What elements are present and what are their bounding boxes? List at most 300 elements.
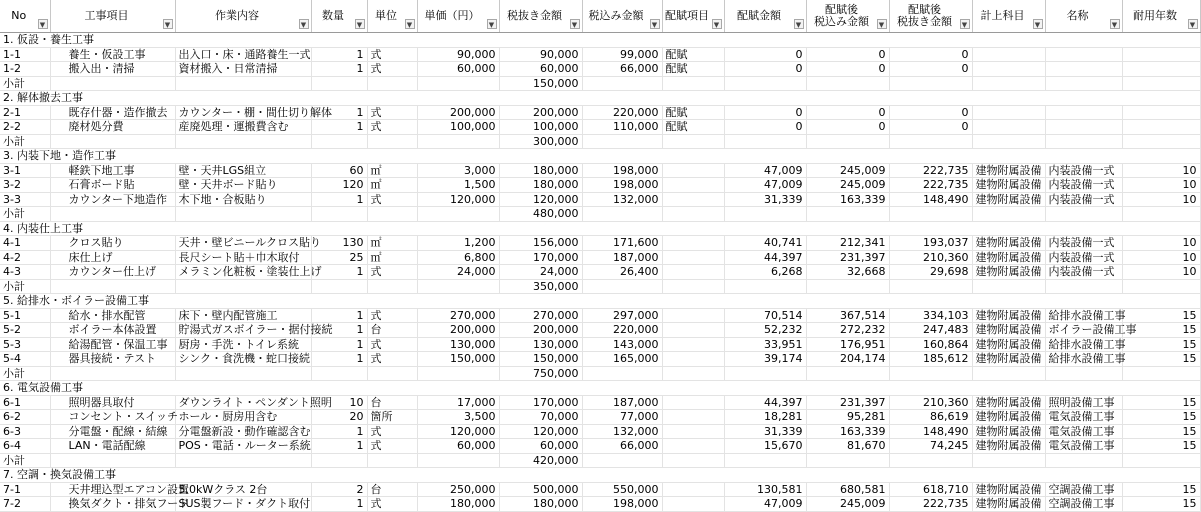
table-cell[interactable]: 180,000 (499, 178, 582, 193)
table-cell[interactable]: 建物附属設備 (972, 395, 1045, 410)
table-cell[interactable]: 680,581 (806, 482, 889, 497)
table-cell[interactable]: 100,000 (499, 120, 582, 135)
table-cell[interactable] (311, 453, 367, 468)
table-cell[interactable]: ㎡ (367, 178, 417, 193)
table-cell[interactable]: 2-2 (0, 120, 50, 135)
table-cell[interactable]: 198,000 (582, 497, 662, 512)
table-cell[interactable]: 1 (311, 439, 367, 454)
table-cell[interactable] (50, 207, 175, 222)
table-cell[interactable]: 台 (367, 323, 417, 338)
table-cell[interactable]: 170,000 (499, 395, 582, 410)
table-cell[interactable]: 210,360 (889, 395, 972, 410)
table-cell[interactable]: 内装設備一式 (1045, 192, 1122, 207)
table-cell[interactable]: 193,037 (889, 236, 972, 251)
column-header[interactable] (0, 0, 50, 33)
table-cell[interactable] (806, 76, 889, 91)
table-cell[interactable]: 3,000 (417, 163, 499, 178)
table-cell[interactable]: 204,174 (806, 352, 889, 367)
table-cell[interactable]: 1 (311, 497, 367, 512)
table-cell[interactable]: 4-3 (0, 265, 50, 280)
table-cell[interactable]: 31,339 (724, 192, 806, 207)
table-cell[interactable]: 式 (367, 439, 417, 454)
table-cell[interactable]: 120,000 (499, 192, 582, 207)
table-cell[interactable]: 367,514 (806, 308, 889, 323)
table-cell[interactable]: 66,000 (582, 62, 662, 77)
table-cell[interactable]: 3,500 (417, 410, 499, 425)
column-header[interactable] (175, 0, 311, 33)
table-cell[interactable] (662, 134, 724, 149)
table-cell[interactable]: 25 (311, 250, 367, 265)
table-cell[interactable] (1045, 453, 1122, 468)
table-cell[interactable] (582, 134, 662, 149)
table-cell[interactable]: クロス貼り (50, 236, 175, 251)
table-cell[interactable]: 148,490 (889, 192, 972, 207)
table-cell[interactable]: 132,000 (582, 192, 662, 207)
column-header[interactable] (972, 0, 1045, 33)
table-cell[interactable]: 200,000 (499, 105, 582, 120)
table-cell[interactable]: 220,000 (582, 323, 662, 338)
filter-dropdown-icon[interactable]: ▼ (1188, 19, 1198, 29)
table-cell[interactable]: 47,009 (724, 163, 806, 178)
table-cell[interactable] (311, 279, 367, 294)
table-cell[interactable]: 式 (367, 47, 417, 62)
table-cell[interactable]: 6-1 (0, 395, 50, 410)
table-cell[interactable]: 養生・仮設工事 (50, 47, 175, 62)
table-cell[interactable]: 231,397 (806, 250, 889, 265)
table-cell[interactable]: 給水・排水配管 (50, 308, 175, 323)
table-cell[interactable]: 1 (311, 265, 367, 280)
table-cell[interactable]: 内装設備一式 (1045, 265, 1122, 280)
table-cell[interactable]: 272,232 (806, 323, 889, 338)
table-cell[interactable]: 90,000 (417, 47, 499, 62)
table-cell[interactable] (806, 279, 889, 294)
column-header[interactable] (417, 0, 499, 33)
table-cell[interactable]: 2 (311, 482, 367, 497)
table-cell[interactable]: 6,268 (724, 265, 806, 280)
table-cell[interactable]: 120,000 (417, 192, 499, 207)
table-cell[interactable] (1122, 207, 1200, 222)
table-cell[interactable]: 壁・天井ボード貼り (175, 178, 311, 193)
table-cell[interactable] (662, 178, 724, 193)
filter-dropdown-icon[interactable]: ▼ (712, 19, 722, 29)
table-cell[interactable]: 44,397 (724, 250, 806, 265)
table-cell[interactable]: ㎡ (367, 236, 417, 251)
table-cell[interactable]: 550,000 (582, 482, 662, 497)
table-cell[interactable]: 0 (724, 62, 806, 77)
table-cell[interactable] (1045, 120, 1122, 135)
table-cell[interactable]: 台 (367, 395, 417, 410)
table-cell[interactable]: 搬入出・清掃 (50, 62, 175, 77)
table-cell[interactable]: 70,000 (499, 410, 582, 425)
table-cell[interactable]: 1,500 (417, 178, 499, 193)
table-cell[interactable]: 建物附属設備 (972, 323, 1045, 338)
table-cell[interactable]: 1 (311, 62, 367, 77)
table-cell[interactable]: 60,000 (499, 439, 582, 454)
table-cell[interactable]: 198,000 (582, 163, 662, 178)
table-cell[interactable] (175, 134, 311, 149)
table-cell[interactable] (972, 105, 1045, 120)
table-cell[interactable] (1122, 62, 1200, 77)
table-cell[interactable]: 47,009 (724, 178, 806, 193)
table-cell[interactable]: カウンター・棚・間仕切り解体 (175, 105, 311, 120)
table-cell[interactable]: 15 (1122, 497, 1200, 512)
table-cell[interactable]: 143,000 (582, 337, 662, 352)
table-cell[interactable]: 165,000 (582, 352, 662, 367)
table-cell[interactable]: メラミン化粧板・塗装仕上げ (175, 265, 311, 280)
table-cell[interactable]: 33,951 (724, 337, 806, 352)
table-cell[interactable] (724, 279, 806, 294)
table-cell[interactable]: 15 (1122, 482, 1200, 497)
table-cell[interactable]: 4-2 (0, 250, 50, 265)
table-cell[interactable]: 軽鉄下地工事 (50, 163, 175, 178)
table-cell[interactable]: 7-2 (0, 497, 50, 512)
table-cell[interactable]: 1 (311, 308, 367, 323)
table-cell[interactable] (311, 134, 367, 149)
table-cell[interactable]: 1 (311, 424, 367, 439)
table-cell[interactable]: 0 (889, 120, 972, 135)
table-cell[interactable]: 212,341 (806, 236, 889, 251)
table-cell[interactable]: 内装設備一式 (1045, 163, 1122, 178)
table-cell[interactable] (889, 76, 972, 91)
table-cell[interactable]: 式 (367, 424, 417, 439)
table-cell[interactable] (367, 366, 417, 381)
table-cell[interactable]: 185,612 (889, 352, 972, 367)
table-cell[interactable]: 270,000 (417, 308, 499, 323)
table-cell[interactable]: 10 (1122, 178, 1200, 193)
table-cell[interactable]: 0 (806, 62, 889, 77)
section-title[interactable]: 7. 空調・換気設備工事 (0, 468, 1200, 483)
table-cell[interactable] (582, 207, 662, 222)
table-cell[interactable] (1045, 105, 1122, 120)
table-cell[interactable]: 出入口・床・通路養生一式 (175, 47, 311, 62)
table-cell[interactable]: 130,000 (499, 337, 582, 352)
table-cell[interactable]: 換気ダクト・排気フード (50, 497, 175, 512)
table-cell[interactable]: 297,000 (582, 308, 662, 323)
table-cell[interactable]: 6-3 (0, 424, 50, 439)
table-cell[interactable]: 0 (724, 120, 806, 135)
column-header[interactable] (50, 0, 175, 33)
table-cell[interactable]: 99,000 (582, 47, 662, 62)
table-cell[interactable]: 建物附属設備 (972, 178, 1045, 193)
table-cell[interactable]: 0 (889, 105, 972, 120)
table-cell[interactable] (175, 366, 311, 381)
table-cell[interactable]: 分電盤・配線・結線 (50, 424, 175, 439)
table-cell[interactable] (367, 207, 417, 222)
table-cell[interactable] (662, 424, 724, 439)
table-cell[interactable]: 500,000 (499, 482, 582, 497)
table-cell[interactable]: 式 (367, 352, 417, 367)
table-cell[interactable] (175, 453, 311, 468)
section-title[interactable]: 3. 内装下地・造作工事 (0, 149, 1200, 164)
table-cell[interactable]: 270,000 (499, 308, 582, 323)
table-cell[interactable]: 176,951 (806, 337, 889, 352)
table-cell[interactable]: 建物附属設備 (972, 337, 1045, 352)
table-cell[interactable]: 厨房・手洗・トイレ系統 (175, 337, 311, 352)
table-cell[interactable]: 床下・壁内配管施工 (175, 308, 311, 323)
table-cell[interactable]: 0 (806, 47, 889, 62)
table-cell[interactable] (1122, 105, 1200, 120)
table-cell[interactable]: 式 (367, 337, 417, 352)
table-cell[interactable]: 163,339 (806, 424, 889, 439)
table-cell[interactable]: 3-2 (0, 178, 50, 193)
table-cell[interactable] (724, 76, 806, 91)
section-title[interactable]: 2. 解体撤去工事 (0, 91, 1200, 106)
table-cell[interactable]: 0 (806, 105, 889, 120)
table-cell[interactable]: コンセント・スイッチ (50, 410, 175, 425)
section-title[interactable]: 4. 内装仕上工事 (0, 221, 1200, 236)
table-cell[interactable]: 90,000 (499, 47, 582, 62)
table-cell[interactable]: 式 (367, 308, 417, 323)
table-cell[interactable]: 70,514 (724, 308, 806, 323)
table-cell[interactable]: 29,698 (889, 265, 972, 280)
subtotal-value[interactable]: 420,000 (499, 453, 582, 468)
section-title[interactable]: 5. 給排水・ボイラー設備工事 (0, 294, 1200, 309)
table-cell[interactable]: 給排水設備工事 (1045, 352, 1122, 367)
table-cell[interactable]: 内装設備一式 (1045, 236, 1122, 251)
table-cell[interactable]: 1,200 (417, 236, 499, 251)
table-cell[interactable]: 0 (889, 62, 972, 77)
table-cell[interactable] (972, 207, 1045, 222)
table-cell[interactable] (662, 337, 724, 352)
filter-dropdown-icon[interactable]: ▼ (650, 19, 660, 29)
table-cell[interactable] (724, 366, 806, 381)
table-cell[interactable]: 132,000 (582, 424, 662, 439)
table-cell[interactable] (662, 236, 724, 251)
table-cell[interactable] (806, 366, 889, 381)
table-cell[interactable] (582, 76, 662, 91)
table-cell[interactable]: 0 (724, 105, 806, 120)
table-cell[interactable]: 231,397 (806, 395, 889, 410)
table-cell[interactable]: 1 (311, 47, 367, 62)
table-cell[interactable]: 200,000 (417, 105, 499, 120)
table-cell[interactable]: ボイラー本体設置 (50, 323, 175, 338)
table-cell[interactable]: 式 (367, 105, 417, 120)
table-cell[interactable] (1122, 47, 1200, 62)
table-cell[interactable]: 15 (1122, 395, 1200, 410)
table-cell[interactable]: 1 (311, 323, 367, 338)
table-cell[interactable]: 15,670 (724, 439, 806, 454)
table-cell[interactable] (417, 366, 499, 381)
table-cell[interactable]: 5-1 (0, 308, 50, 323)
table-cell[interactable] (662, 453, 724, 468)
table-cell[interactable]: 86,619 (889, 410, 972, 425)
table-cell[interactable] (806, 453, 889, 468)
table-cell[interactable]: 187,000 (582, 395, 662, 410)
table-cell[interactable]: 配賦 (662, 105, 724, 120)
table-cell[interactable]: ダウンライト・ペンダント照明 (175, 395, 311, 410)
subtotal-value[interactable]: 150,000 (499, 76, 582, 91)
table-cell[interactable]: 10 (311, 395, 367, 410)
subtotal-label[interactable]: 小計 (0, 134, 50, 149)
column-header[interactable] (889, 0, 972, 33)
table-cell[interactable]: 171,600 (582, 236, 662, 251)
table-cell[interactable]: 95,281 (806, 410, 889, 425)
table-cell[interactable]: 式 (367, 62, 417, 77)
table-cell[interactable]: 15 (1122, 424, 1200, 439)
table-cell[interactable]: 壁・天井LGS組立 (175, 163, 311, 178)
table-cell[interactable] (417, 453, 499, 468)
table-cell[interactable]: 天井埋込型エアコン設置 (50, 482, 175, 497)
table-cell[interactable]: 74,245 (889, 439, 972, 454)
filter-dropdown-icon[interactable]: ▼ (405, 19, 415, 29)
table-cell[interactable]: 建物附属設備 (972, 250, 1045, 265)
table-cell[interactable]: 式 (367, 120, 417, 135)
table-cell[interactable]: 建物附属設備 (972, 410, 1045, 425)
table-cell[interactable]: 32,668 (806, 265, 889, 280)
table-cell[interactable]: 180,000 (499, 497, 582, 512)
table-cell[interactable]: 照明設備工事 (1045, 395, 1122, 410)
table-cell[interactable] (1045, 47, 1122, 62)
table-cell[interactable]: 給排水設備工事 (1045, 337, 1122, 352)
table-cell[interactable]: 222,735 (889, 497, 972, 512)
filter-dropdown-icon[interactable]: ▼ (570, 19, 580, 29)
table-cell[interactable]: 5-3 (0, 337, 50, 352)
table-cell[interactable] (1122, 76, 1200, 91)
table-cell[interactable]: ㎡ (367, 163, 417, 178)
table-cell[interactable]: カウンター下地造作 (50, 192, 175, 207)
table-cell[interactable] (724, 207, 806, 222)
table-cell[interactable]: 247,483 (889, 323, 972, 338)
table-cell[interactable]: 200,000 (417, 323, 499, 338)
table-cell[interactable]: 81,670 (806, 439, 889, 454)
table-cell[interactable] (367, 76, 417, 91)
table-cell[interactable] (806, 134, 889, 149)
table-cell[interactable]: 配賦 (662, 120, 724, 135)
table-cell[interactable]: 1 (311, 352, 367, 367)
table-cell[interactable]: 4-1 (0, 236, 50, 251)
table-cell[interactable] (662, 76, 724, 91)
table-cell[interactable]: 天井・壁ビニールクロス貼り (175, 236, 311, 251)
table-cell[interactable]: 1-1 (0, 47, 50, 62)
table-cell[interactable]: 3-3 (0, 192, 50, 207)
table-cell[interactable]: 貯湯式ガスボイラー・据付接続 (175, 323, 311, 338)
table-cell[interactable] (662, 323, 724, 338)
table-cell[interactable]: 建物附属設備 (972, 308, 1045, 323)
table-cell[interactable] (662, 366, 724, 381)
subtotal-label[interactable]: 小計 (0, 76, 50, 91)
table-cell[interactable]: 77,000 (582, 410, 662, 425)
table-cell[interactable]: 130 (311, 236, 367, 251)
table-cell[interactable] (662, 308, 724, 323)
table-cell[interactable]: 式 (367, 265, 417, 280)
table-cell[interactable] (311, 76, 367, 91)
table-cell[interactable]: 100,000 (417, 120, 499, 135)
table-cell[interactable]: 150,000 (417, 352, 499, 367)
table-cell[interactable]: 建物附属設備 (972, 236, 1045, 251)
table-cell[interactable]: 148,490 (889, 424, 972, 439)
column-header[interactable] (1122, 0, 1200, 33)
table-cell[interactable]: 7-1 (0, 482, 50, 497)
column-header[interactable] (499, 0, 582, 33)
table-cell[interactable] (1045, 62, 1122, 77)
table-cell[interactable]: 1 (311, 192, 367, 207)
table-cell[interactable]: 建物附属設備 (972, 265, 1045, 280)
table-cell[interactable]: SUS製フード・ダクト取付 (175, 497, 311, 512)
table-cell[interactable]: 120,000 (499, 424, 582, 439)
filter-dropdown-icon[interactable]: ▼ (794, 19, 804, 29)
filter-dropdown-icon[interactable]: ▼ (877, 19, 887, 29)
table-cell[interactable]: 廃材処分費 (50, 120, 175, 135)
column-header[interactable] (582, 0, 662, 33)
filter-dropdown-icon[interactable]: ▼ (38, 19, 48, 29)
section-title[interactable]: 1. 仮設・養生工事 (0, 33, 1200, 48)
column-header[interactable] (724, 0, 806, 33)
table-cell[interactable]: 200,000 (499, 323, 582, 338)
table-cell[interactable] (889, 279, 972, 294)
table-cell[interactable] (662, 497, 724, 512)
subtotal-value[interactable]: 750,000 (499, 366, 582, 381)
table-cell[interactable]: 空調設備工事 (1045, 482, 1122, 497)
subtotal-value[interactable]: 300,000 (499, 134, 582, 149)
table-cell[interactable]: 電気設備工事 (1045, 439, 1122, 454)
table-cell[interactable] (972, 62, 1045, 77)
table-cell[interactable]: 110,000 (582, 120, 662, 135)
filter-dropdown-icon[interactable]: ▼ (487, 19, 497, 29)
table-cell[interactable] (1122, 134, 1200, 149)
table-cell[interactable]: 建物附属設備 (972, 497, 1045, 512)
table-cell[interactable]: シンク・食洗機・蛇口接続 (175, 352, 311, 367)
table-cell[interactable]: 内装設備一式 (1045, 250, 1122, 265)
table-cell[interactable]: ボイラー設備工事 (1045, 323, 1122, 338)
table-cell[interactable] (662, 439, 724, 454)
table-cell[interactable]: 空調設備工事 (1045, 497, 1122, 512)
table-cell[interactable]: 180,000 (417, 497, 499, 512)
table-cell[interactable]: 木下地・合板貼り (175, 192, 311, 207)
subtotal-label[interactable]: 小計 (0, 279, 50, 294)
table-cell[interactable]: 建物附属設備 (972, 352, 1045, 367)
table-cell[interactable] (311, 366, 367, 381)
table-cell[interactable]: 建物附属設備 (972, 424, 1045, 439)
table-cell[interactable] (662, 482, 724, 497)
table-cell[interactable] (175, 76, 311, 91)
table-cell[interactable] (175, 207, 311, 222)
section-title[interactable]: 6. 電気設備工事 (0, 381, 1200, 396)
table-cell[interactable]: 10 (1122, 250, 1200, 265)
table-cell[interactable] (175, 279, 311, 294)
table-cell[interactable] (1045, 134, 1122, 149)
table-cell[interactable]: 10 (1122, 236, 1200, 251)
table-cell[interactable] (972, 453, 1045, 468)
table-cell[interactable]: 15 (1122, 337, 1200, 352)
table-cell[interactable]: 24,000 (499, 265, 582, 280)
table-cell[interactable]: 内装設備一式 (1045, 178, 1122, 193)
table-cell[interactable]: 245,009 (806, 163, 889, 178)
subtotal-label[interactable]: 小計 (0, 207, 50, 222)
table-cell[interactable]: POS・電話・ルーター系統 (175, 439, 311, 454)
table-cell[interactable] (662, 279, 724, 294)
table-cell[interactable]: 0 (889, 47, 972, 62)
table-cell[interactable] (417, 76, 499, 91)
table-cell[interactable]: 式 (367, 192, 417, 207)
table-cell[interactable]: 電気設備工事 (1045, 424, 1122, 439)
table-cell[interactable]: 器具接続・テスト (50, 352, 175, 367)
table-cell[interactable]: 15 (1122, 410, 1200, 425)
table-cell[interactable]: 6,800 (417, 250, 499, 265)
table-cell[interactable] (1122, 120, 1200, 135)
table-cell[interactable]: 6-4 (0, 439, 50, 454)
table-cell[interactable]: 120,000 (417, 424, 499, 439)
table-cell[interactable] (582, 366, 662, 381)
table-cell[interactable]: 0 (724, 47, 806, 62)
table-cell[interactable]: 120 (311, 178, 367, 193)
table-cell[interactable] (417, 207, 499, 222)
table-cell[interactable] (972, 120, 1045, 135)
table-cell[interactable]: 15 (1122, 352, 1200, 367)
table-cell[interactable] (50, 76, 175, 91)
filter-dropdown-icon[interactable]: ▼ (163, 19, 173, 29)
filter-dropdown-icon[interactable]: ▼ (355, 19, 365, 29)
table-cell[interactable]: 130,581 (724, 482, 806, 497)
